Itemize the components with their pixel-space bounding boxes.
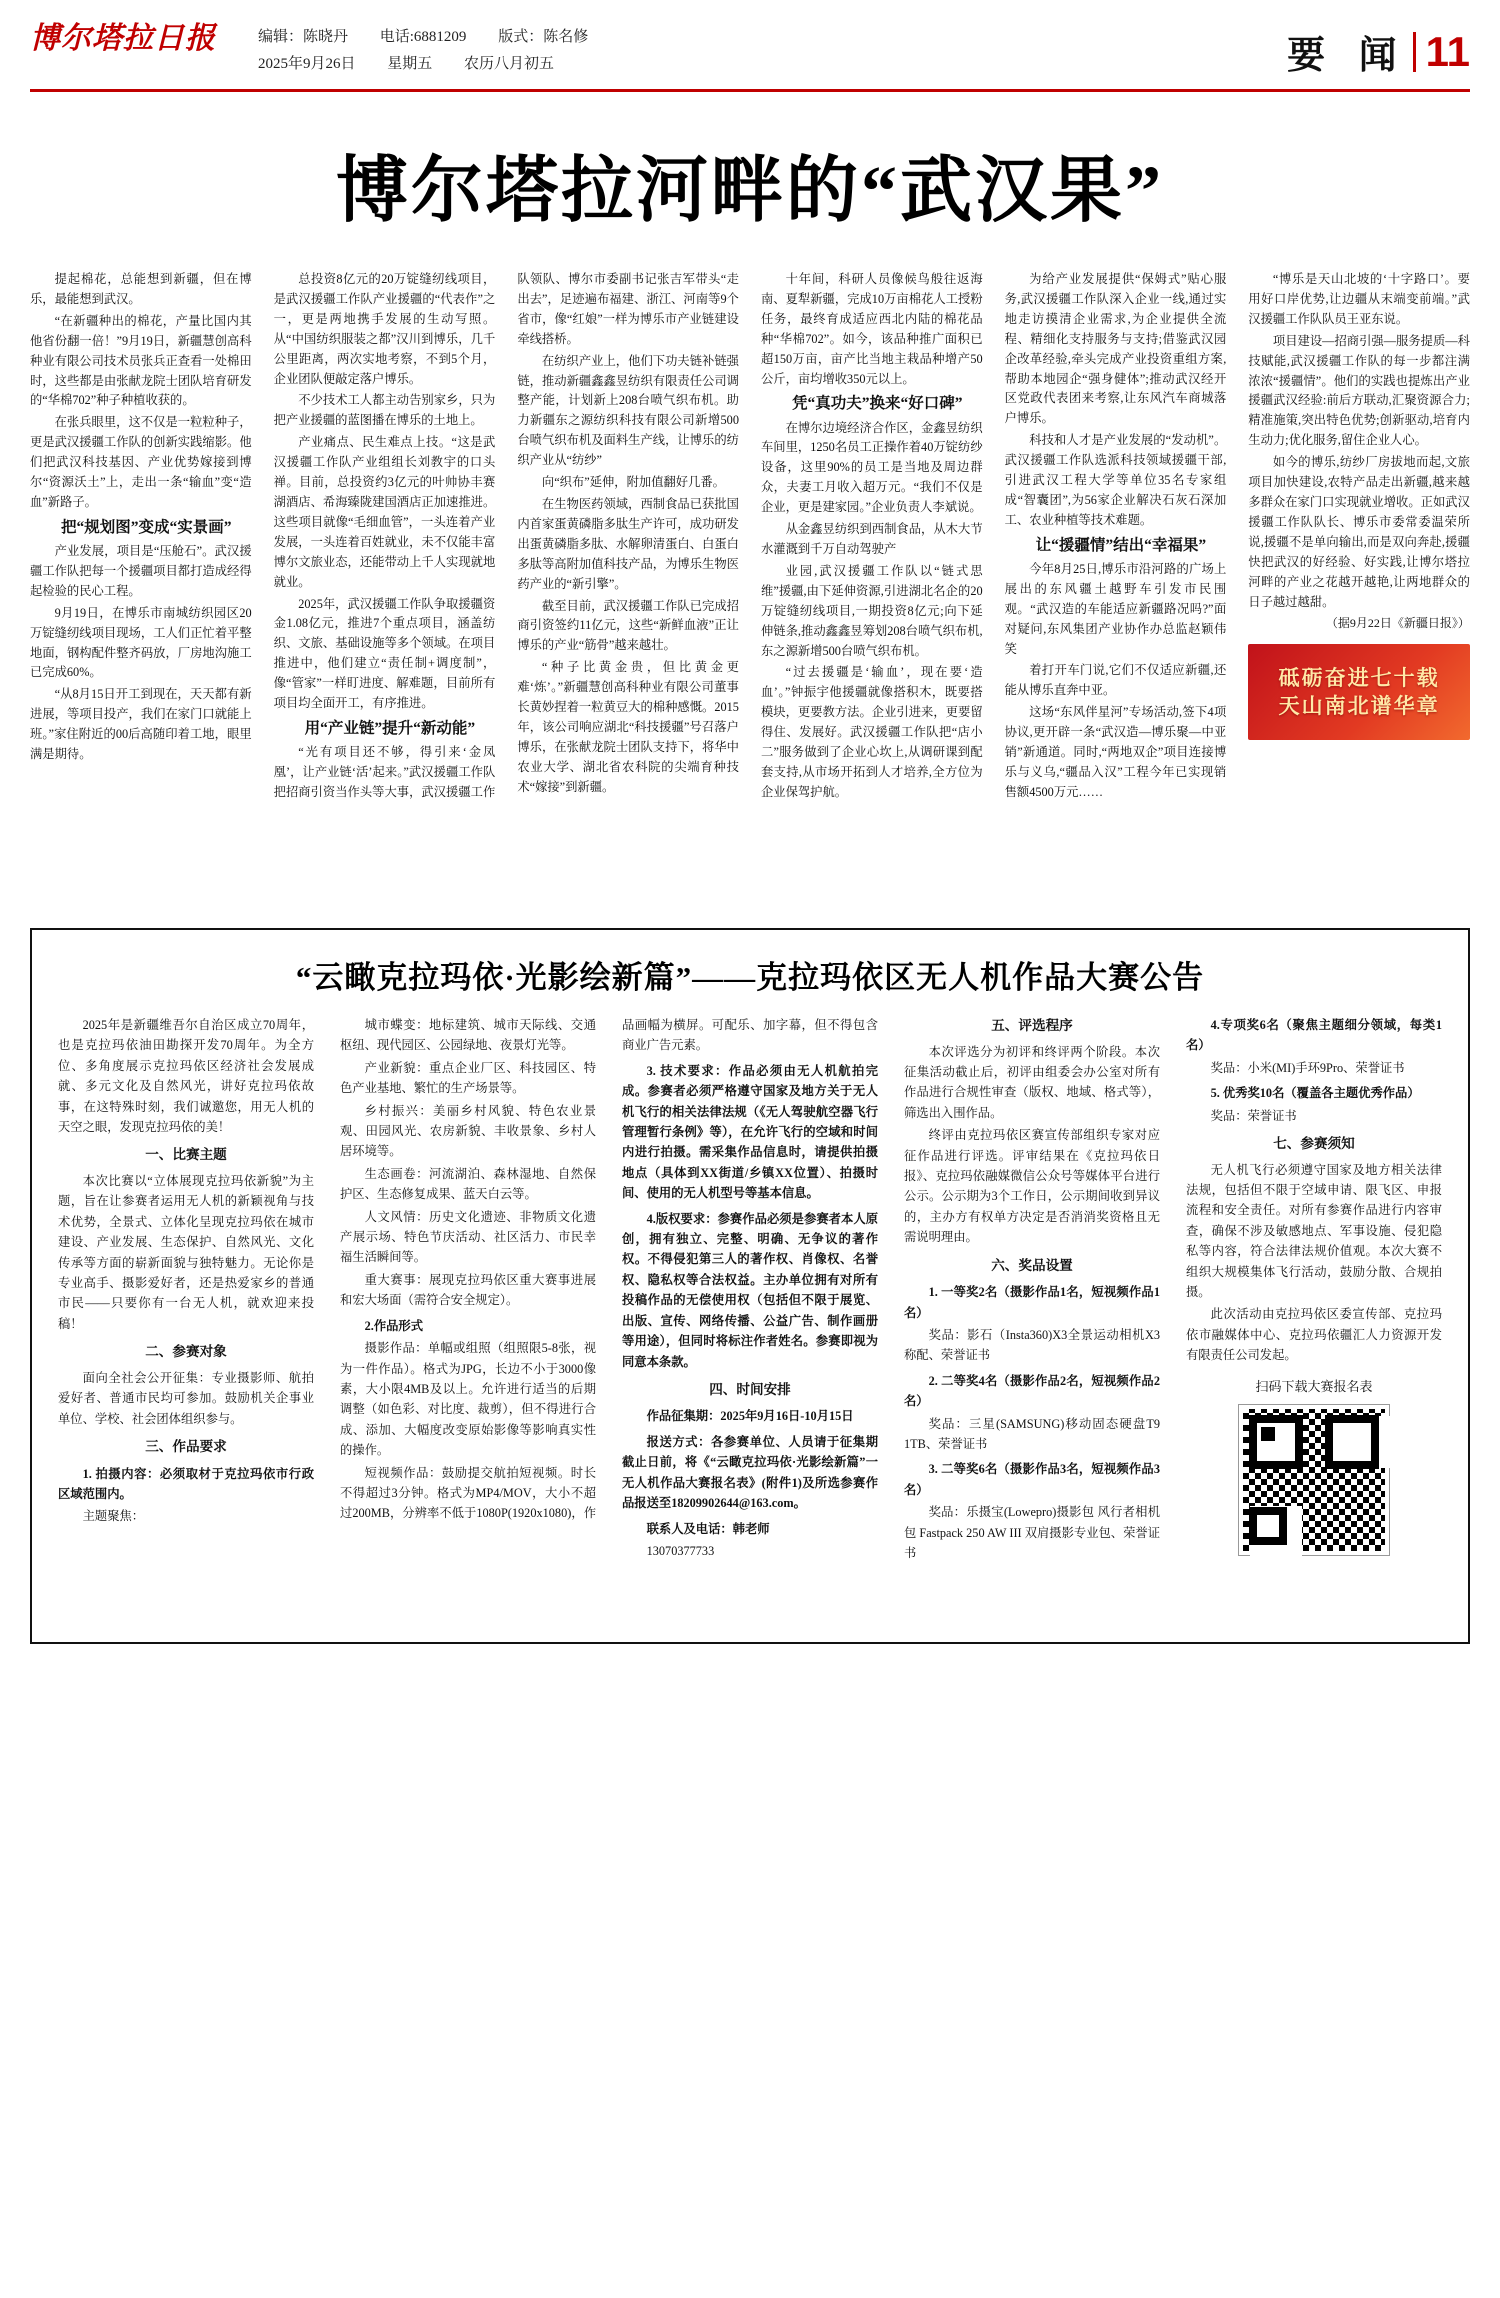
notice-subheading: 3. 二等奖6名（摄影作品3名，短视频作品3名）	[904, 1462, 1160, 1497]
article-paragraph: “博乐是天山北坡的‘十字路口’。要用好口岸优势,让边疆从末端变前端。”武汉援疆工作队队员王亚东说。	[1248, 272, 1470, 326]
qr-code-block	[1186, 1376, 1442, 1556]
editor-label: 编辑：陈晓丹	[258, 29, 349, 45]
article-paragraph: 9月19日，在博乐市南城纺织园区20万锭缝纫线项目现场，工人们正忙着平整地面，钢构配件整齐码放，厂房地沟施工已完成60%。	[30, 605, 252, 680]
promo-banner	[1248, 644, 1470, 740]
notice-paragraph: 2025年是新疆维吾尔自治区成立70周年，也是克拉玛依油田勘探开发70周年。为全方位、多角度展示克拉玛依区经济社会发展成就、多元文化及自然风光，讲好克拉玛依故事，在这特殊时刻，我们诚邀您，用无人机的天空之眼，发现克拉玛依的美！	[58, 1018, 314, 1135]
notice-subheading: 作品征集期：2025年9月16日-10月15日	[646, 1409, 854, 1424]
article-paragraph: 在张兵眼里，这不仅是一粒粒种子，更是武汉援疆工作队的创新实践缩影。他们把武汉科技基因、产业优势嫁接到博尔“资源沃土”上，走出一条“输血”变“造血”新路子。	[30, 415, 252, 509]
article-subheading: 凭“真功夫”换来“好口碑”	[791, 395, 963, 413]
article-paragraph: 为给产业发展提供“保姆式”贴心服务,武汉援疆工作队深入企业一线,通过实地走访摸清企业需求,为企业提供全流程、精细化支持服务与支持;借鉴武汉园企改革经验,牵头完成产业投资重组方案,帮助本地园企“强身健体”;推动武汉经开区党政代表团来考察,让东风汽车商城落户博乐。	[1004, 272, 1227, 426]
notice-paragraph: 人文风情：历史文化遗迹、非物质文化遗产展示场、特色节庆活动、社区活力、市民幸福生活瞬间等。	[340, 1209, 596, 1265]
notice-section-heading: 一、比赛主题	[145, 1147, 227, 1163]
notice-subheading: 3. 技术要求：作品必须由无人机航拍完成。参赛者必须严格遵守国家及地方关于无人机飞行的相关法律法规（《无人驾驶航空器飞行管理暂行条例》等），在允许飞行的空域和时间内进行拍摄。需采集作品信息时，请提供拍摄地点（具体到XX街道/乡镇XX位置）、拍摄时间、使用的无人机型号等基本信息。	[622, 1063, 878, 1201]
article-paragraph: 从金鑫昱纺织到西制食品，从木大节水灌溉到千万自动驾驶产	[760, 522, 983, 556]
notice-paragraph: 本次比赛以“立体展现克拉玛依新貌”为主题，旨在让参赛者运用无人机的新颖视角与技术优势，全景式、立体化呈现克拉玛依在城市建设、产业发展、生态保护、自然风光、文化传承等方面的崭新面貌与独特魅力。无论你是专业高手、摄影爱好者，还是热爱家乡的普通市民——只要你有一台无人机，就欢迎来投稿！	[58, 1174, 314, 1331]
article-paragraph: 今年8月25日,博乐市沿河路的广场上展出的东风疆土越野车引发市民围观。“武汉造的车能适应新疆路况吗?”面对疑问,东风集团产业协作办总监赵颖伟笑	[1004, 561, 1227, 656]
article-paragraph: 业园,武汉援疆工作队以“链式思维”援疆,由下延伸资源,引进湖北名企的20万锭缝纫线项目,一期投资8亿元;向下延伸链条,推动鑫鑫昱筹划208台喷气织布机,东之源新增500台喷气织布机。	[760, 563, 983, 658]
notice-paragraph: 终评由克拉玛依区赛宣传部组织专家对应征作品进行评选。评审结果在《克拉玛依日报》、克拉玛依融媒微信公众号等媒体平台进行公示。公示期为3个工作日，公示期间收到异议的，主办方有权单方决定是否消消奖资格且无需说明理由。	[904, 1128, 1160, 1245]
notice-paragraph: 奖品：小米(MI)手环9Pro、荣誉证书	[1210, 1060, 1405, 1075]
notice-subheading: 2.作品形式	[364, 1318, 424, 1333]
notice-paragraph: 奖品：荣誉证书	[1210, 1108, 1297, 1123]
article-source: （据9月22日《新疆日报》）	[1325, 616, 1470, 631]
notice-paragraph: 城市蝶变：地标建筑、城市天际线、交通枢纽、现代园区、公园绿地、夜景灯光等。	[340, 1018, 596, 1053]
notice-subheading: 1. 一等奖2名（摄影作品1名，短视频作品1名）	[904, 1285, 1160, 1320]
contest-notice	[30, 928, 1470, 1644]
section-title: 要 闻	[1287, 35, 1409, 77]
notice-paragraph: 面向全社会公开征集：专业摄影师、航拍爱好者、普通市民均可参加。鼓励机关企事业单位、学校、社会团体组织参与。	[58, 1370, 314, 1426]
notice-paragraph: 奖品：三星(SAMSUNG)移动固态硬盘T9 1TB、荣誉证书	[904, 1416, 1160, 1452]
notice-subheading: 4.版权要求：参赛作品必须是参赛者本人原创，拥有独立、完整、明确、无争议的著作权。不得侵犯第三人的著作权、肖像权、名誉权、隐私权等合法权益。主办单位拥有对所有投稿作品的无偿使用权（包括但不限于展览、出版、宣传、网络传播、公益广告、制作画册等用途），但同时将标注作者姓名。参赛即视为同意本条款。	[622, 1211, 878, 1369]
article-paragraph: 如今的博乐,纺纱厂房拔地而起,文旅项目加快建设,农特产品走出新疆,越来越多群众在家门口实现就业增收。正如武汉援疆工作队队长、博乐市委常委温荣所说,援疆不是单向输出,而是双向奔赴,援疆快把武汉的好经验、好实践,让博尔塔拉河畔的产业之花越开越艳,让两地群众的日子越过越甜。	[1248, 455, 1470, 609]
notice-paragraph: 无人机飞行必须遵守国家及地方相关法律法规，包括但不限于空域申请、限飞区、申报流程和安全责任。对所有参赛作品进行内容审查，确保不涉及敏感地点、军事设施、侵犯隐私等内容，符合法律法规价值观。本次大赛不组织大规模集体飞行活动，鼓励分散、合规拍摄。	[1186, 1162, 1442, 1300]
article-paragraph: 着打开车门说,它们不仅适应新疆,还能从博乐直奔中亚。	[1004, 663, 1227, 698]
article-paragraph: “在新疆种出的棉花，产量比国内其他省份翻一倍！”9月19日，新疆慧创高科种业有限公司技术员张兵正查看一处棉田时，这些都是由张献龙院士团队培育研发的“华棉702”种子种植收获的。	[30, 313, 252, 408]
notice-section-heading: 七、参赛须知	[1273, 1136, 1355, 1152]
article-subheading: 让“援疆情”结出“幸福果”	[1035, 536, 1207, 554]
qr-code-marker	[1353, 1427, 1367, 1441]
section-header	[1287, 18, 1470, 79]
article-paragraph: 向“织布”延伸，附加值翻好几番。	[541, 475, 725, 490]
phone-label: 电话:6881209	[379, 29, 467, 45]
notice-subheading: 5. 优秀奖10名（覆盖各主题优秀作品）	[1210, 1086, 1420, 1101]
main-article	[30, 270, 1470, 910]
page-title: 博尔塔拉河畔的“武汉果”	[335, 151, 1164, 231]
article-paragraph: 项目建设—招商引强—服务提质—科技赋能,武汉援疆工作队的每一步都注满浓浓“援疆情”。他们的实践也提炼出产业援疆武汉经验:前后方联动,汇聚资源合力;精准施策,突出特色优势;创新驱动,培育内生动力;优化服务,留住企业人心。	[1248, 333, 1470, 448]
masthead	[30, 18, 1470, 92]
article-paragraph: “过去援疆是‘输血’，现在要‘造血’。”钟振宇他援疆就像搭积木，既要搭模块，更要教方法。企业引进来，更要留得住、发展好。武汉援疆工作队把“店小二”服务做到了企业心坎上,从调研课到配套支持,从市场开拓到人才培养,全方位为企业保驾护航。	[760, 665, 983, 799]
promo-banner-line: 砥砺奋进七十载	[1278, 665, 1440, 690]
notice-paragraph: 13070377733	[646, 1543, 715, 1558]
notice-paragraph: 此次活动由克拉玛依区委宣传部、克拉玛依市融媒体中心、克拉玛依疆汇人力资源开发有限责任公司发起。	[1186, 1307, 1442, 1363]
newspaper-logo	[30, 18, 240, 55]
article-paragraph: 截至目前，武汉援疆工作队已完成招商引资签约11亿元，这些“新鲜血液”正让博乐的产业“筋骨”越来越壮。	[517, 598, 739, 653]
article-paragraph: 这场“东风伴星河”专场活动,签下4项协议,更开辟一条“武汉造—博乐聚—中亚销”新通道。同时,“两地双企”项目连接博乐与义乌,“疆品入汉”工程今年已实现销售额4500万元……	[1004, 705, 1227, 799]
article-paragraph: 总投资8亿元的20万锭缝纫线项目，是武汉援疆工作队产业援疆的“代表作”之一，更是两地携手发展的生动写照。从“中国纺织服装之都”汉川到博乐，几千公里距离，两次实地考察，不到5个月，企业团队便敲定落户博乐。	[273, 272, 496, 386]
newspaper-logo-text: 博尔塔拉日报	[30, 22, 216, 55]
article-paragraph: 十年间，科研人员像候鸟般往返海南、夏犁新疆，完成10万亩棉花人工授粉任务，最终育成适应西北内陆的棉花品种“华棉702”。如今，该品种推广面积已超150万亩，亩产比当地主栽品种增产50公斤，亩均增收350元以上。	[760, 272, 983, 386]
notice-subheading: 1. 拍摄内容：必须取材于克拉玛依市行政区域范围内。	[58, 1466, 314, 1501]
date-label: 2025年9月26日	[258, 56, 356, 72]
notice-paragraph: 短视频作品：鼓励提交航拍短视频。时长不得超过3分钟。格式为MP4/MOV，大小不超过200MB，分辨率不低于1080P(1920x1080)，作品画幅为横屏。可配乐、加字幕，但不得包含商业广告元素。	[340, 1018, 878, 1521]
qr-code-icon[interactable]	[1239, 1405, 1389, 1555]
article-paragraph: “种子比黄金贵，但比黄金更难‘炼’。”新疆慧创高科种业有限公司董事长黄妙捏着一粒黄豆大的棉种感慨。2015年，该公司响应湖北“科技援疆”号召落户博乐，在张献龙院士团队支持下，将华中农业大学、湖北省农科院的尖端育种技术“嫁接”到新疆。	[517, 660, 739, 794]
article-paragraph: “从8月15日开工到现在，天天都有新进展，等项目投产，我们在家门口就能上班。”家住附近的00后高随印着工地，眼里满是期待。	[30, 687, 252, 762]
qr-code-marker	[1261, 1427, 1275, 1441]
notice-paragraph: 产业新貌：重点企业厂区、科技园区、特色产业基地、繁忙的生产场景等。	[340, 1060, 596, 1096]
article-subheading: 把“规划图”变成“实景画”	[61, 518, 232, 536]
section-divider	[1413, 32, 1416, 72]
article-paragraph: “光有项目还不够，得引来‘金凤凰’，让产业链‘活’起来。”武汉援疆工作队把招商引资当作头等大事，武汉援疆工作队领队、博尔市委副书记张吉军带头“走出去”，足迹遍布福建、浙江、河南等9个省市，像“红娘”一样为博乐市产业链建设牵线搭桥。	[273, 272, 739, 799]
notice-paragraph: 奖品：乐摄宝(Lowepro)摄影包 风行者相机包 Fastpack 250 AW III 双肩摄影专业包、荣誉证书	[904, 1505, 1160, 1561]
notice-section-heading: 四、时间安排	[709, 1381, 791, 1397]
layout-label: 版式：陈名修	[498, 29, 589, 45]
notice-paragraph: 乡村振兴：美丽乡村风貌、特色农业景观、田园风光、农房新貌、丰收景象、乡村人居环境等。	[340, 1103, 596, 1159]
notice-paragraph: 主题聚焦：	[82, 1509, 145, 1524]
notice-paragraph: 奖品：影石（Insta360)X3全景运动相机X3称配、荣誉证书	[904, 1328, 1160, 1363]
article-paragraph: 产业发展，项目是“压舱石”。武汉援疆工作队把每一个援疆项目都打造成经得起检验的民心工程。	[30, 543, 252, 598]
article-paragraph: 在博尔边境经济合作区，金鑫昱纺织车间里，1250名员工正操作着40万锭纺纱设备，这里90%的员工是当地及周边群众，夫妻工月收入超万元。“我们不仅是企业，更是建家园。”企业负责人李斌说。	[760, 420, 983, 515]
article-paragraph: 在生物医药领域，西制食品已获批国内首家蛋黄磷脂多肽生产许可，成功研发出蛋黄磷脂多肽、水解卵清蛋白、白蛋白多肽等高附加值科技产品，为博乐生物医药产业的“新引擎”。	[517, 496, 739, 591]
notice-body	[58, 1015, 1442, 1645]
notice-subheading: 报送方式：各参赛单位、人员请于征集期截止日前，将《“云瞰克拉玛依·光影绘新篇”一无人机作品大赛报名表》(附件1)及所选参赛作品报送至18209902644@163.com。	[622, 1434, 878, 1511]
article-paragraph: 在纺织产业上，他们下功夫链补链强链，推动新疆鑫鑫昱纺织有限责任公司调整产能，计划新上208台喷气织布机。助力新疆东之源纺织科技有限公司新增500台喷气织布机及面料生产线，让博乐的纺织产业从“纺纱”	[517, 353, 739, 468]
page-number: 11	[1425, 27, 1470, 75]
lunar-date-label: 农历八月初五	[464, 56, 555, 72]
promo-banner-line: 天山南北谱华章	[1278, 693, 1440, 718]
notice-paragraph: 本次评选分为初评和终评两个阶段。本次征集活动截止后，初评由组委会办公室对所有作品进行合规性审查（版权、地域、格式等），筛选出入围作品。	[904, 1044, 1160, 1120]
article-paragraph: 科技和人才是产业发展的“发动机”。武汉援疆工作队选派科技领域援疆干部,引进武汉工程大学等单位35名专家组成“智囊团”,为56家企业解决石灰石深加工、农业种植等技术难题。	[1004, 433, 1227, 527]
weekday-label: 星期五	[387, 56, 433, 72]
masthead-info	[240, 18, 1287, 78]
notice-section-heading: 三、作品要求	[145, 1439, 227, 1455]
article-paragraph: 不少技术工人都主动告别家乡，只为把产业援疆的蓝图播在博乐的土地上。	[273, 393, 496, 428]
notice-paragraph: 生态画卷：河流湖泊、森林湿地、自然保护区、生态修复成果、蓝天白云等。	[340, 1166, 596, 1202]
notice-subheading: 4.专项奖6名（聚焦主题细分领域，每类1名）	[1186, 1018, 1442, 1053]
notice-section-heading: 二、参赛对象	[145, 1344, 227, 1360]
notice-subheading: 2. 二等奖4名（摄影作品2名，短视频作品2名）	[904, 1373, 1160, 1409]
notice-title: “云瞰克拉玛依·光影绘新篇”——克拉玛依区无人机作品大赛公告	[295, 960, 1205, 995]
notice-section-heading: 六、奖品设置	[991, 1257, 1073, 1273]
notice-subheading: 联系人及电话：韩老师	[646, 1521, 770, 1536]
article-paragraph: 产业痛点、民生难点上技。“这是武汉援疆工作队产业组组长刘教宇的口头禅。目前，总投资约3亿元的叶帅协丰赛湖酒店、希海臻陇建国酒店正加速推进。这些项目就像“毛细血管”，一头连着产业发展，一头连着百姓就业，未不仅能丰富博尔文旅业态，还能带动上千人实现就地就业。	[273, 435, 496, 589]
notice-paragraph: 摄影作品：单幅或组照（组照限5-8张，视为一件作品）。格式为JPG，长边不小于3000像素，大小限4MB及以上。允许进行适当的后期调整（如色彩、对比度、裁剪），但不得进行合成、添加、大幅度改变原始影像等影响真实性的操作。	[340, 1341, 596, 1458]
qr-code-marker	[1249, 1507, 1287, 1545]
article-subheading: 用“产业链”提升“新动能”	[304, 719, 476, 737]
article-paragraph: 提起棉花，总能想到新疆，但在博乐，最能想到武汉。	[30, 272, 252, 306]
article-paragraph: 2025年，武汉援疆工作队争取援疆资金1.08亿元，推进7个重点项目，涵盖纺织、文旅、基础设施等多个领域。在项目推进中，他们建立“责任制+调度制”，像“管家”一样盯进度、解难题，目前所有项目均全面开工，有序推进。	[273, 596, 496, 711]
notice-paragraph: 重大赛事：展现克拉玛依区重大赛事进展和宏大场面（需符合安全规定）。	[340, 1272, 596, 1308]
qr-code-caption: 扫码下载大赛报名表	[1255, 1378, 1373, 1394]
notice-section-heading: 五、评选程序	[991, 1018, 1073, 1033]
